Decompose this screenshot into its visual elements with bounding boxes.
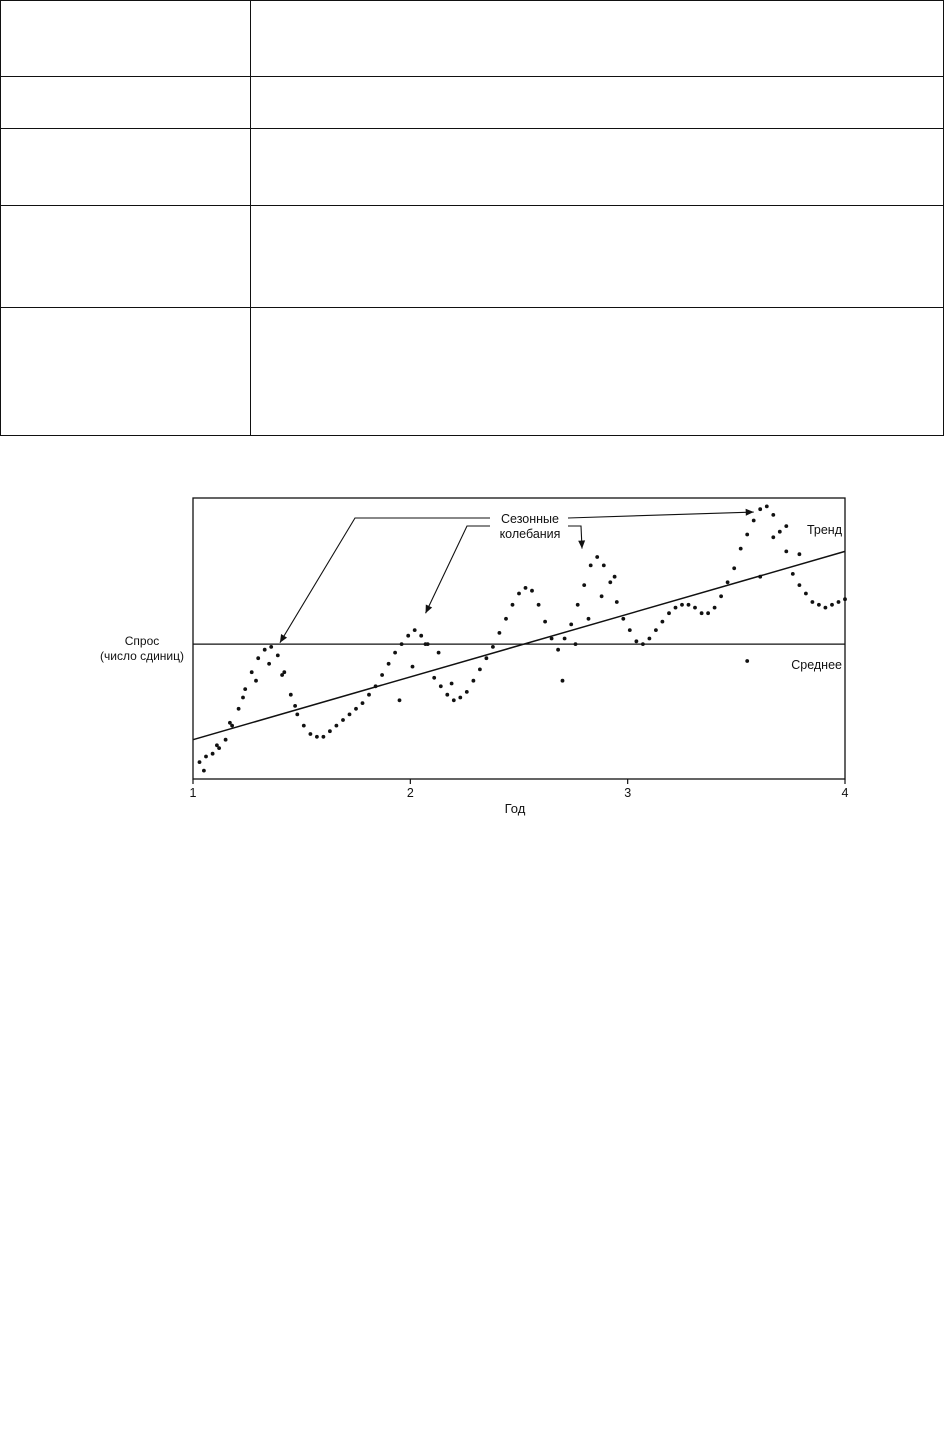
- y-axis-label-line1: Спрос: [124, 634, 160, 648]
- data-point: [280, 673, 284, 677]
- seasonal-label-line1: Сезонные: [501, 512, 559, 526]
- data-point: [424, 642, 428, 646]
- arrow-line-2: [426, 526, 490, 613]
- data-point: [322, 735, 326, 739]
- table-cell-right: [251, 129, 944, 206]
- data-point: [302, 724, 306, 728]
- data-point: [530, 589, 534, 593]
- data-point: [615, 600, 619, 604]
- data-point: [574, 642, 578, 646]
- data-point: [504, 617, 508, 621]
- data-point: [582, 583, 586, 587]
- data-point: [771, 513, 775, 517]
- arrow-head: [746, 509, 754, 516]
- data-point: [621, 617, 625, 621]
- data-point: [445, 693, 449, 697]
- data-point: [204, 755, 208, 759]
- table-cell-left: [1, 206, 251, 308]
- data-point: [498, 631, 502, 635]
- data-point: [758, 575, 762, 579]
- data-point: [589, 564, 593, 568]
- data-point: [413, 628, 417, 632]
- seasonal-label-line2: колебания: [499, 527, 561, 541]
- data-point: [700, 611, 704, 615]
- data-point: [237, 707, 241, 711]
- data-point: [628, 628, 632, 632]
- table-cell-left: [1, 1, 251, 77]
- data-point: [452, 698, 456, 702]
- data-point: [309, 732, 313, 736]
- data-point: [485, 656, 489, 660]
- data-point: [243, 687, 247, 691]
- data-point: [517, 592, 521, 596]
- table-row: [1, 1, 944, 77]
- arrow-head: [578, 540, 585, 548]
- data-point: [752, 519, 756, 523]
- data-point: [745, 533, 749, 537]
- data-point: [830, 603, 834, 607]
- data-point: [613, 575, 617, 579]
- table-cell-right: [251, 308, 944, 436]
- data-point: [804, 592, 808, 596]
- mean-label: Среднее: [791, 658, 842, 672]
- data-point: [706, 611, 710, 615]
- data-point: [354, 707, 358, 711]
- data-point: [400, 642, 404, 646]
- data-point: [635, 639, 639, 643]
- table-row: [1, 308, 944, 436]
- data-point: [784, 524, 788, 528]
- reference-lines: [193, 551, 845, 739]
- data-point: [267, 662, 271, 666]
- data-point: [367, 693, 371, 697]
- data-point: [198, 760, 202, 764]
- data-point: [263, 648, 267, 652]
- data-point: [393, 651, 397, 655]
- table-cell-right: [251, 1, 944, 77]
- arrow-line-4: [568, 512, 754, 518]
- data-point: [256, 656, 260, 660]
- data-point: [648, 637, 652, 641]
- data-point: [335, 724, 339, 728]
- data-point: [293, 704, 297, 708]
- x-tick-label: 4: [841, 786, 849, 800]
- data-point: [798, 552, 802, 556]
- data-point: [713, 606, 717, 610]
- data-point: [654, 628, 658, 632]
- data-point: [478, 668, 482, 672]
- data-point: [811, 600, 815, 604]
- table-row: [1, 77, 944, 129]
- data-point: [202, 769, 206, 773]
- arrow-head: [280, 634, 287, 643]
- data-point: [732, 566, 736, 570]
- data-point: [450, 682, 454, 686]
- arrow-line-1: [280, 518, 490, 643]
- data-point: [380, 673, 384, 677]
- data-point: [778, 530, 782, 534]
- data-point: [398, 698, 402, 702]
- data-point: [406, 634, 410, 638]
- data-point: [543, 620, 547, 624]
- data-point: [843, 597, 847, 601]
- table-cell-left: [1, 308, 251, 436]
- x-axis-label: Год: [504, 801, 526, 816]
- data-point: [328, 729, 332, 733]
- data-point: [595, 555, 599, 559]
- data-point: [374, 684, 378, 688]
- data-point: [674, 606, 678, 610]
- data-point: [437, 651, 441, 655]
- chart: [70, 488, 870, 828]
- data-point: [419, 634, 423, 638]
- data-point: [739, 547, 743, 551]
- data-point: [387, 662, 391, 666]
- data-point: [784, 550, 788, 554]
- arrow-line-3: [568, 526, 582, 549]
- data-point: [269, 645, 273, 649]
- data-point: [250, 670, 254, 674]
- data-point: [719, 594, 723, 598]
- data-point: [661, 620, 665, 624]
- data-point: [765, 505, 769, 509]
- data-point: [491, 645, 495, 649]
- data-point: [563, 637, 567, 641]
- data-point: [254, 679, 258, 683]
- x-ticks: [190, 779, 849, 800]
- table-row: [1, 129, 944, 206]
- data-point: [600, 594, 604, 598]
- data-point: [215, 743, 219, 747]
- data-point: [798, 583, 802, 587]
- data-point: [758, 507, 762, 511]
- data-point: [537, 603, 541, 607]
- data-point: [771, 535, 775, 539]
- data-point: [432, 676, 436, 680]
- data-point: [211, 752, 215, 756]
- data-point: [315, 735, 319, 739]
- data-point: [687, 603, 691, 607]
- demand-chart: [70, 488, 870, 828]
- table-cell-left: [1, 129, 251, 206]
- data-point: [837, 600, 841, 604]
- data-point: [295, 713, 299, 717]
- data-point: [693, 606, 697, 610]
- data-point: [791, 572, 795, 576]
- data-points: [198, 505, 847, 773]
- y-axis-label-line2: (число сдиниц): [100, 649, 184, 663]
- data-point: [341, 718, 345, 722]
- table-row: [1, 206, 944, 308]
- data-point: [228, 721, 232, 725]
- data-point: [680, 603, 684, 607]
- data-point: [524, 586, 528, 590]
- x-tick-label: 2: [406, 786, 414, 800]
- x-tick-label: 3: [624, 786, 632, 800]
- data-point: [472, 679, 476, 683]
- data-point: [824, 606, 828, 610]
- data-point: [602, 564, 606, 568]
- data-point: [608, 580, 612, 584]
- data-point: [817, 603, 821, 607]
- blank-table: [0, 0, 944, 436]
- data-point: [569, 623, 573, 627]
- table-cell-right: [251, 77, 944, 129]
- data-point: [641, 642, 645, 646]
- trend-label: Тренд: [806, 523, 842, 537]
- data-point: [289, 693, 293, 697]
- data-point: [726, 580, 730, 584]
- data-point: [348, 713, 352, 717]
- trend-line: [193, 551, 845, 739]
- data-point: [458, 696, 462, 700]
- data-point: [587, 617, 591, 621]
- data-point: [465, 690, 469, 694]
- x-tick-label: 1: [189, 786, 197, 800]
- data-point: [745, 659, 749, 663]
- data-point: [511, 603, 515, 607]
- data-point: [439, 684, 443, 688]
- data-point: [241, 696, 245, 700]
- data-point: [224, 738, 228, 742]
- data-point: [276, 654, 280, 658]
- data-point: [667, 611, 671, 615]
- data-point: [550, 637, 554, 641]
- data-point: [561, 679, 565, 683]
- table-cell-right: [251, 206, 944, 308]
- table-cell-left: [1, 77, 251, 129]
- data-point: [576, 603, 580, 607]
- data-point: [411, 665, 415, 669]
- data-point: [556, 648, 560, 652]
- data-point: [361, 701, 365, 705]
